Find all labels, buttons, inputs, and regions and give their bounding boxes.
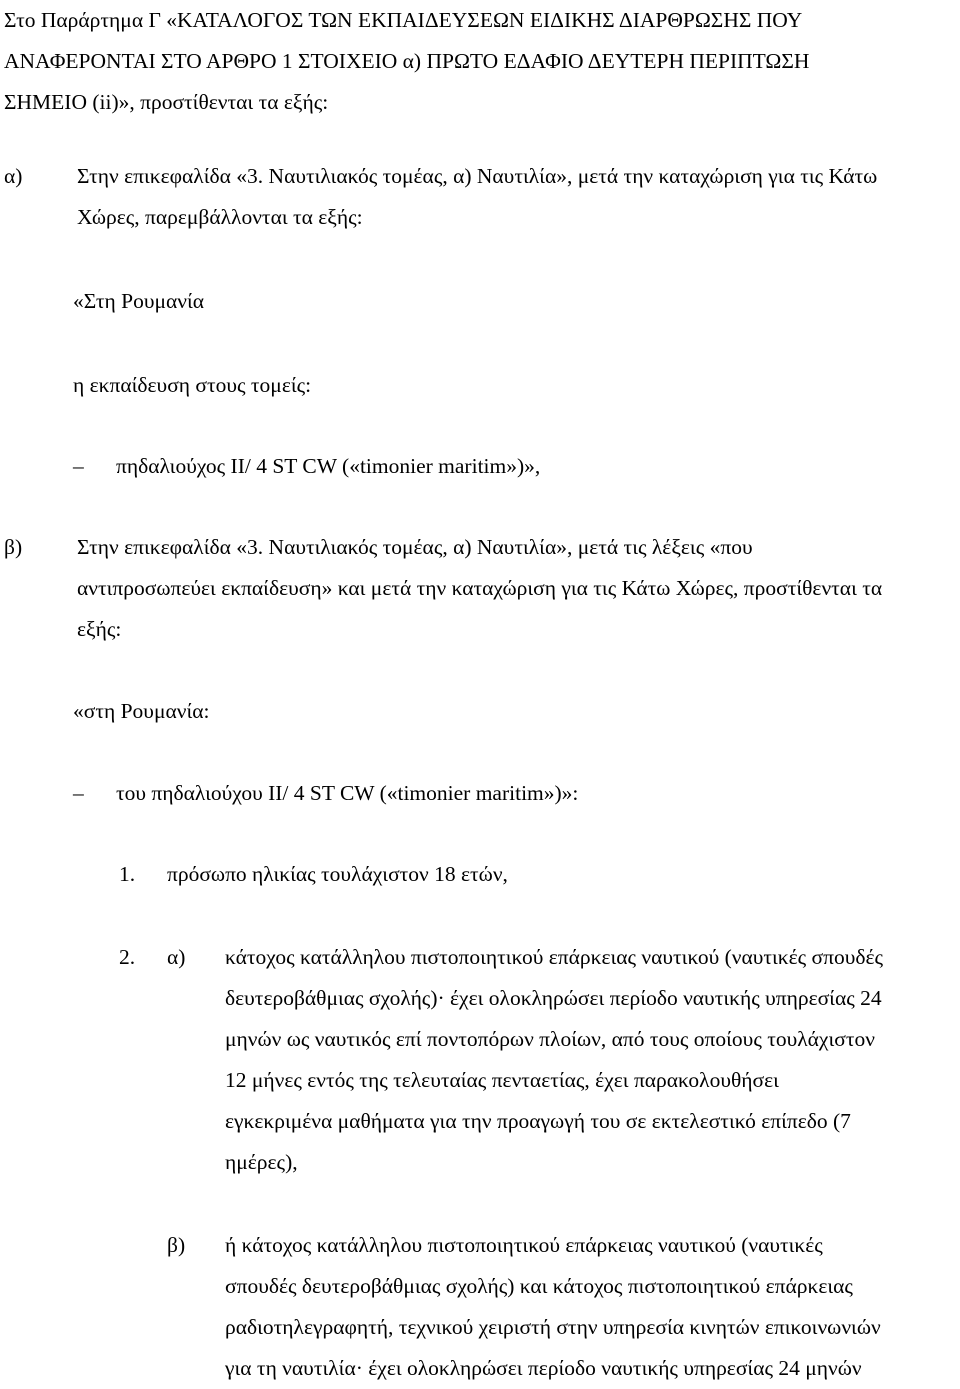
item-line: αντιπροσωπεύει εκπαίδευση» και μετά την καταχώριση για τις Κάτω Χώρες, προστίθενται τα	[77, 576, 883, 600]
numbered-item-2	[119, 937, 159, 978]
sub-item-text	[225, 937, 957, 1183]
sub-item-line: 12 μήνες εντός της τελευταίας πενταετίας, έχει παρακολουθήσει	[225, 1068, 779, 1092]
sub-item-marker: α)	[167, 945, 186, 969]
sub-item-line: ραδιοτηλεγραφητή, τεχνικού χειριστή στην υπηρεσία κινητών επικοινωνιών	[225, 1315, 881, 1339]
sub-item-a	[167, 937, 957, 1187]
item-line: Στην επικεφαλίδα «3. Ναυτιλιακός τομέας, α) Ναυτιλία», μετά την καταχώριση για τις Κάτω	[77, 164, 878, 188]
item-line: Στην επικεφαλίδα «3. Ναυτιλιακός τομέας, α) Ναυτιλία», μετά τις λέξεις «που	[77, 535, 753, 559]
item-line: εξής:	[77, 617, 122, 641]
country-heading: «στη Ρουμανία:	[73, 699, 210, 723]
number-marker: 2.	[119, 945, 136, 969]
item-text	[77, 527, 957, 609]
sub-item-line: κάτοχος κατάλληλου πιστοποιητικού επάρκειας ναυτικού (ναυτικές σπουδές	[225, 945, 884, 969]
list-item-a	[4, 156, 956, 238]
item-marker: β)	[4, 535, 23, 559]
sub-item-line: ημέρες),	[225, 1150, 298, 1174]
dash-marker: –	[73, 781, 84, 805]
sub-item-marker: β)	[167, 1233, 186, 1257]
intro-line: ΣΗΜΕΙΟ (ii)», προστίθενται τα εξής:	[4, 90, 329, 114]
sub-item-line: μηνών ως ναυτικός επί ποντοπόρων πλοίων, από τους οποίους τουλάχιστον	[225, 1027, 875, 1051]
intro-paragraph	[4, 0, 956, 123]
sub-item-line: σπουδές δευτεροβάθμιας σχολής) και κάτοχος πιστοποιητικού επάρκειας	[225, 1274, 853, 1298]
country-heading: «Στη Ρουμανία	[73, 289, 205, 313]
dash-item-text: του πηδαλιούχου ΙΙ/ 4 ST CW («timonier maritim»)»:	[116, 781, 579, 805]
numbered-item-text: πρόσωπο ηλικίας τουλάχιστον 18 ετών,	[167, 862, 508, 886]
dash-list-item	[73, 446, 953, 487]
dash-list-item	[73, 773, 953, 814]
list-item-b	[4, 527, 956, 650]
numbered-item-1	[119, 854, 949, 895]
dash-item-text: πηδαλιούχος ΙΙ/ 4 ST CW («timonier maritim»)»,	[116, 454, 541, 478]
intro-line: ΑΝΑΦΕΡΟΝΤΑΙ ΣΤΟ ΑΡΘΡΟ 1 ΣΤΟΙΧΕΙΟ α) ΠΡΩΤΟ ΕΔΑΦΙΟ ΔΕΥΤΕΡΗ ΠΕΡΙΠΤΩΣΗ	[4, 49, 810, 73]
number-marker: 1.	[119, 862, 136, 886]
sub-item-line: για τη ναυτιλία· έχει ολοκληρώσει περίοδο ναυτικής υπηρεσίας 24 μηνών	[225, 1356, 862, 1380]
dash-marker: –	[73, 454, 84, 478]
sub-item-line: δευτεροβάθμιας σχολής)· έχει ολοκληρώσει περίοδο ναυτικής υπηρεσίας 24	[225, 986, 882, 1010]
sub-item-b	[167, 1225, 957, 1389]
item-marker: α)	[4, 164, 23, 188]
intro-line: Στο Παράρτημα Γ «ΚΑΤΑΛΟΓΟΣ ΤΩΝ ΕΚΠΑΙΔΕΥΣΕΩΝ ΕΙΔΙΚΗΣ ΔΙΑΡΘΡΩΣΗΣ ΠΟΥ	[4, 8, 803, 32]
sub-item-line: εγκεκριμένα μαθήματα για την προαγωγή του σε εκτελεστικό επίπεδο (7	[225, 1109, 851, 1133]
sectors-label: η εκπαίδευση στους τομείς:	[73, 373, 312, 397]
item-text	[77, 156, 957, 238]
item-line: Χώρες, παρεμβάλλονται τα εξής:	[77, 205, 363, 229]
sub-item-text	[225, 1225, 957, 1389]
sub-item-line: ή κάτοχος κατάλληλου πιστοποιητικού επάρκειας ναυτικού (ναυτικές	[225, 1233, 823, 1257]
